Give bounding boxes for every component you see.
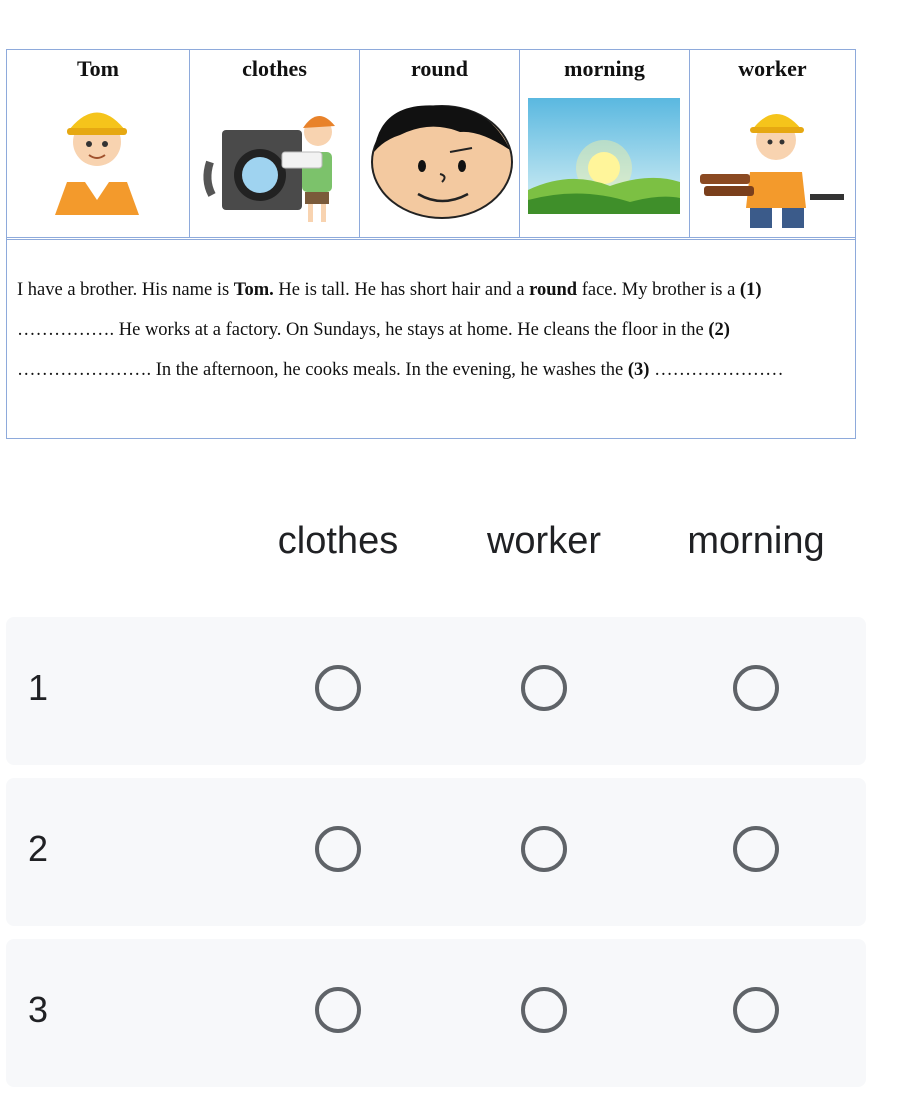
- vocab-cell-clothes: [190, 50, 360, 238]
- grid-row-1: [6, 617, 866, 765]
- vocab-word: round: [410, 56, 469, 81]
- vocab-word: Tom: [77, 56, 119, 81]
- row-label: 3: [28, 989, 49, 1030]
- vocab-word: worker: [738, 56, 807, 81]
- radio-row2-morning[interactable]: [733, 826, 779, 872]
- radio-row1-clothes[interactable]: [315, 665, 361, 711]
- worker-boy-image: [7, 90, 190, 230]
- vocab-word: morning: [564, 56, 645, 81]
- worker-man-image: [690, 90, 855, 230]
- washing-machine-image: [190, 90, 360, 230]
- row-label: 1: [28, 667, 49, 708]
- column-label-worker: worker: [486, 520, 602, 562]
- radio-row2-worker[interactable]: [521, 826, 567, 872]
- story-text: I have a brother. His name is: [17, 280, 234, 300]
- story-text: ……………. He works at a factory. On Sundays, he stays at home. He cleans the floor in the: [17, 320, 709, 340]
- grid-column-header: [0, 520, 898, 570]
- vocab-word: clothes: [242, 56, 307, 81]
- story-text: …………………. In the afternoon, he cooks meals. In the evening, he washes the: [17, 360, 628, 380]
- radio-row1-morning[interactable]: [733, 665, 779, 711]
- vocabulary-table: [6, 49, 856, 439]
- row-label: 2: [28, 828, 49, 869]
- sunrise-image: [520, 90, 690, 230]
- vocab-cell-tom: [7, 50, 190, 238]
- blank-label-1: (1): [739, 280, 762, 300]
- grid-row-3: [6, 939, 866, 1087]
- column-label-morning: morning: [687, 520, 825, 562]
- story-text: …………………: [649, 360, 784, 380]
- vocab-cell-round: [360, 50, 520, 238]
- story-text: face. My brother is a: [577, 280, 740, 300]
- vocab-cell-worker: [690, 50, 855, 238]
- radio-row3-morning[interactable]: [733, 987, 779, 1033]
- radio-row3-worker[interactable]: [521, 987, 567, 1033]
- blank-label-3: (3): [627, 360, 650, 380]
- story-bold-tom: Tom.: [233, 280, 274, 300]
- radio-row1-worker[interactable]: [521, 665, 567, 711]
- radio-row3-clothes[interactable]: [315, 987, 361, 1033]
- story-bold-round: round: [529, 280, 578, 300]
- vocab-cell-morning: [520, 50, 690, 238]
- blank-label-2: (2): [708, 320, 730, 340]
- story-paragraph: [7, 239, 855, 439]
- story-text: He is tall. He has short hair and a: [273, 280, 530, 300]
- grid-row-2: [6, 778, 866, 926]
- radio-row2-clothes[interactable]: [315, 826, 361, 872]
- picture-row: [7, 50, 855, 238]
- column-label-clothes: clothes: [277, 520, 399, 562]
- round-face-image: [360, 90, 520, 230]
